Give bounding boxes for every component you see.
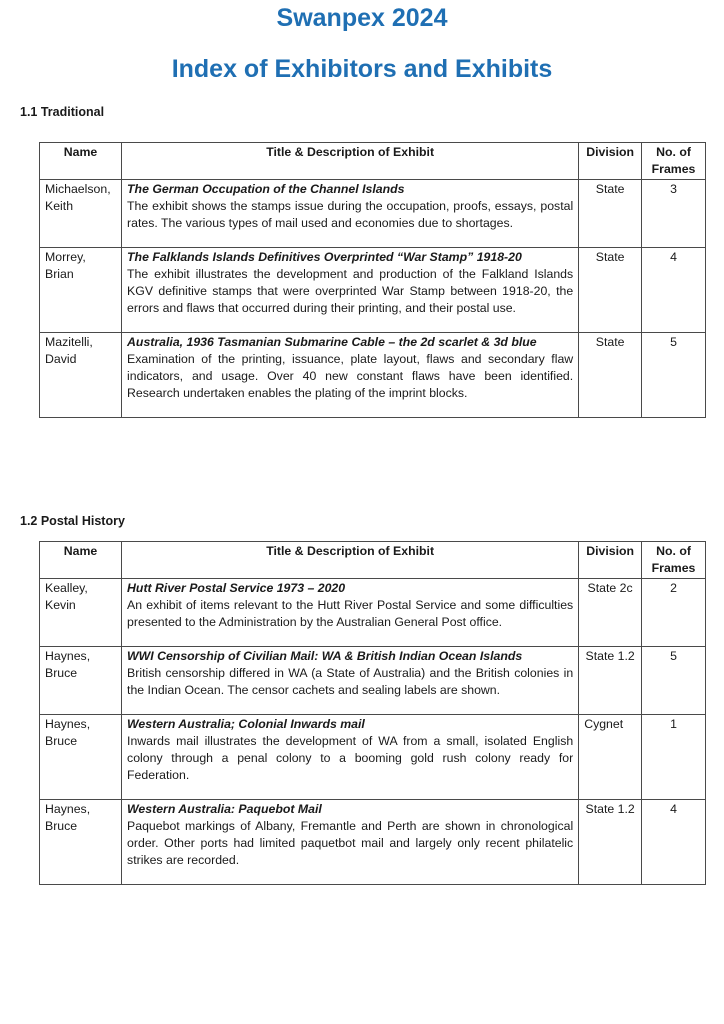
exhibit-cell bbox=[122, 248, 579, 333]
table-header-row bbox=[40, 143, 706, 180]
exhibitor-name: Haynes, Bruce bbox=[40, 647, 122, 715]
exhibit-cell bbox=[122, 800, 579, 885]
column-header-division: Division bbox=[579, 143, 642, 180]
section-heading-traditional: 1.1 Traditional bbox=[20, 105, 105, 119]
exhibit-frames: 5 bbox=[642, 333, 706, 418]
exhibit-title: Western Australia: Paquebot Mail bbox=[127, 802, 322, 816]
document-title: Swanpex 2024 bbox=[276, 4, 448, 32]
column-header-frames: No. of Frames bbox=[642, 143, 706, 180]
table-header-row bbox=[40, 542, 706, 579]
column-header-division: Division bbox=[579, 542, 642, 579]
table-row bbox=[40, 248, 706, 333]
exhibit-division: State bbox=[579, 180, 642, 248]
table-row bbox=[40, 647, 706, 715]
column-header-title: Title & Description of Exhibit bbox=[122, 542, 579, 579]
exhibit-cell bbox=[122, 715, 579, 800]
document-subtitle: Index of Exhibitors and Exhibits bbox=[171, 55, 553, 83]
table-row bbox=[40, 180, 706, 248]
exhibit-description: Inwards mail illustrates the development of WA from a small, isolated English colony through a penal colony to a booming gold rush colony ready for Federation. bbox=[127, 734, 574, 782]
exhibit-division: State 2c bbox=[579, 579, 642, 647]
exhibit-description: Paquebot markings of Albany, Fremantle and Perth are shown in chronological order. Other ports had limited paquetbot mail and largely only recent philatelic strikes are recorded. bbox=[127, 819, 574, 867]
exhibit-description: The exhibit shows the stamps issue during the occupation, proofs, essays, postal rates. The various types of mail used and economies due to shortages. bbox=[127, 199, 574, 230]
exhibit-division: State bbox=[579, 248, 642, 333]
exhibitor-name: Kealley, Kevin bbox=[40, 579, 122, 647]
exhibitor-name: Mazitelli, David bbox=[40, 333, 122, 418]
table-row bbox=[40, 800, 706, 885]
exhibit-division: State 1.2 bbox=[579, 647, 642, 715]
exhibit-frames: 3 bbox=[642, 180, 706, 248]
exhibitor-name: Morrey, Brian bbox=[40, 248, 122, 333]
exhibit-division: Cygnet bbox=[579, 715, 642, 800]
exhibit-frames: 5 bbox=[642, 647, 706, 715]
exhibit-cell bbox=[122, 180, 579, 248]
exhibitor-name: Haynes, Bruce bbox=[40, 715, 122, 800]
table-row bbox=[40, 579, 706, 647]
table-row bbox=[40, 715, 706, 800]
section-heading-postal-history: 1.2 Postal History bbox=[20, 514, 125, 528]
exhibit-frames: 4 bbox=[642, 800, 706, 885]
table-row bbox=[40, 333, 706, 418]
exhibit-division: State 1.2 bbox=[579, 800, 642, 885]
exhibits-table-traditional bbox=[39, 142, 706, 418]
exhibit-cell bbox=[122, 333, 579, 418]
exhibit-description: Examination of the printing, issuance, plate layout, flaws and secondary flaw indicators, and usage. Over 40 new constant flaws have been identified. Research undertaken enables the plating of the imprint blocks. bbox=[127, 352, 574, 400]
exhibit-title: WWI Censorship of Civilian Mail: WA & British Indian Ocean Islands bbox=[127, 649, 523, 663]
exhibits-table-postal-history bbox=[39, 541, 706, 885]
exhibit-description: British censorship differed in WA (a State of Australia) and the British colonies in the Indian Ocean. The censor cachets and sealing labels are shown. bbox=[127, 666, 574, 697]
exhibit-description: The exhibit illustrates the development and production of the Falkland Islands KGV definitive stamps that were overprinted War Stamp between 1918-20, the errors and flaws that occurred during their printing, and their postal use. bbox=[127, 267, 574, 315]
column-header-name: Name bbox=[40, 143, 122, 180]
exhibit-description: An exhibit of items relevant to the Hutt River Postal Service and some difficulties presented to the Administration by the Australian General Post office. bbox=[127, 598, 574, 629]
exhibit-title: Hutt River Postal Service 1973 – 2020 bbox=[127, 581, 346, 595]
exhibitor-name: Michaelson, Keith bbox=[40, 180, 122, 248]
exhibit-frames: 4 bbox=[642, 248, 706, 333]
exhibit-title: Western Australia; Colonial Inwards mail bbox=[127, 717, 365, 731]
exhibit-title: The Falklands Islands Definitives Overprinted “War Stamp” 1918-20 bbox=[127, 250, 522, 264]
column-header-title: Title & Description of Exhibit bbox=[122, 143, 579, 180]
exhibit-title: Australia, 1936 Tasmanian Submarine Cable – the 2d scarlet & 3d blue bbox=[127, 335, 537, 349]
exhibit-title: The German Occupation of the Channel Islands bbox=[127, 182, 405, 196]
exhibit-cell bbox=[122, 647, 579, 715]
exhibit-division: State bbox=[579, 333, 642, 418]
column-header-name: Name bbox=[40, 542, 122, 579]
exhibit-frames: 2 bbox=[642, 579, 706, 647]
exhibitor-name: Haynes, Bruce bbox=[40, 800, 122, 885]
exhibit-cell bbox=[122, 579, 579, 647]
exhibit-frames: 1 bbox=[642, 715, 706, 800]
column-header-frames: No. of Frames bbox=[642, 542, 706, 579]
